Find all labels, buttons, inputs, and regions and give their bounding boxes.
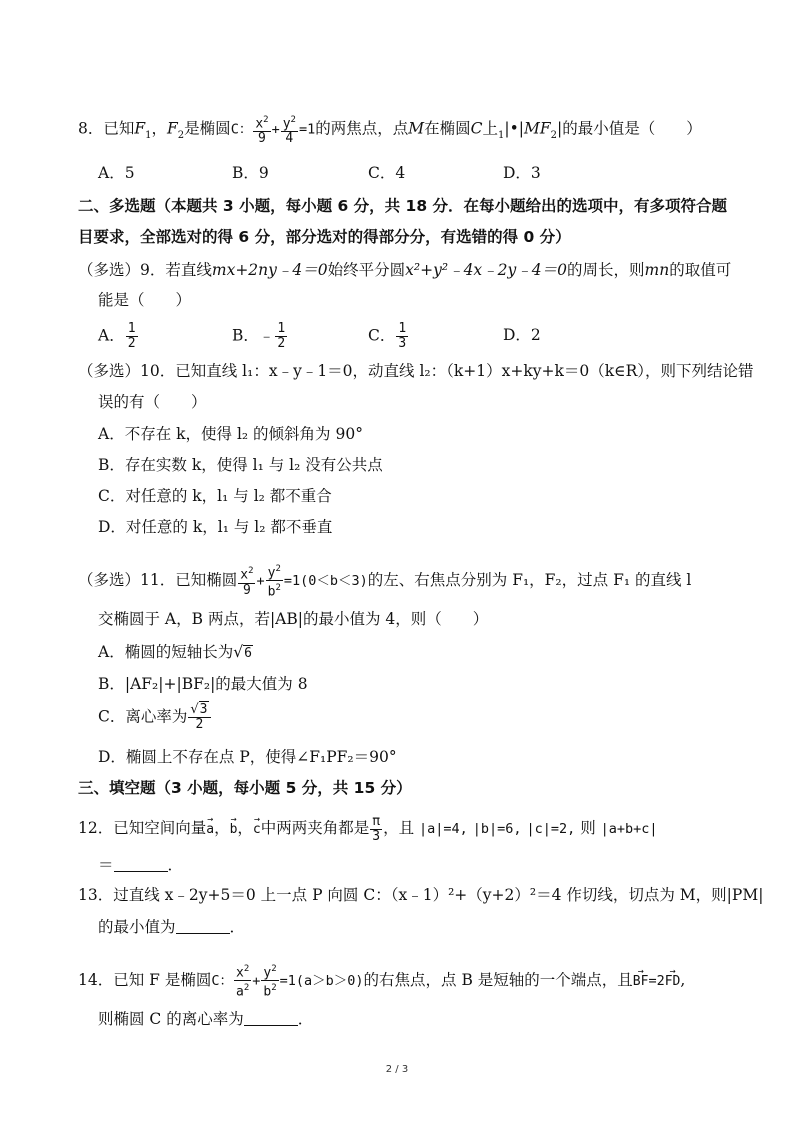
q9-option-a-frac: $\frac{1}{2}$	[127, 321, 136, 351]
q11-tail: 的左、右焦点分别为 F₁，F₂，过点 F₁ 的直线 l	[367, 570, 692, 589]
q14-frac-y: $\frac{y^2}{b^2}$	[263, 964, 277, 1000]
q8-line1: 8．已知$F_1$，$F_2$是椭圆C： $\frac{x^2}{9}$ + $\frac{y^2}{4}$ =1的两焦点，点M在椭圆C上$_1|•|MF_2|$的最小值是（ ）	[78, 115, 702, 147]
q12-prefix: 12．已知空间向量	[78, 819, 207, 837]
q9-option-a: A． $\frac{1}{2}$	[98, 321, 136, 351]
q11-option-a: A．椭圆的短轴长为√6	[98, 643, 252, 661]
q11-frac-y: $\frac{y^2}{b^2}$	[267, 564, 281, 600]
q12-vec-a: → a	[206, 812, 214, 840]
q14-prefix: 14．已知 F 是椭圆	[78, 970, 212, 989]
q8-option-d: D．3	[503, 164, 541, 182]
q14-cond: =1(a＞b＞0)	[279, 972, 364, 989]
q8-option-c: C．4	[368, 164, 406, 182]
q11-line1: （多选）11．已知椭圆 $\frac{x^2}{9}$ + $\frac{y^2}{b^2}$ =1(0＜b＜3)的左、右焦点分别为 F₁，F₂，过点 F₁ 的直线 l	[78, 564, 692, 600]
q14-c: C：	[211, 972, 233, 989]
q14-vec-bf: → BF	[633, 964, 649, 992]
q12-sum: |a+b+c|	[600, 821, 658, 837]
q9-option-b: B．﹣ $\frac{1}{2}$	[232, 321, 286, 351]
q9-expr2: x²+y²﹣4x﹣2y﹣4＝0	[405, 261, 568, 279]
q8-mid4: 上	[482, 119, 499, 138]
q8-c: C：	[230, 121, 253, 138]
q11-option-b: B．|AF₂|+|BF₂|的最大值为 8	[98, 675, 308, 693]
q8-frac-x: $\frac{x^2}{9}$	[255, 115, 269, 147]
q8-frac-y: $\frac{y^2}{4}$	[282, 115, 296, 147]
page-number: 2 / 3	[385, 1064, 409, 1075]
q8-eq: =1	[298, 121, 316, 138]
q8-tail: |的最小值是（ ）	[557, 119, 702, 138]
q11-cond: =1(0＜b＜3)	[283, 572, 368, 589]
q8-mid1: 是椭圆	[184, 119, 231, 138]
q8-mf: MF	[524, 119, 551, 138]
q9-option-c-frac: $\frac{1}{3}$	[398, 321, 407, 351]
section-2-heading-line2: 目要求，全部选对的得 6 分，部分选对的得部分分，有选错的得 0 分）	[78, 228, 571, 246]
q9-mid: 始终平分圆	[327, 261, 406, 279]
q8-mid3: 在椭圆	[424, 119, 471, 138]
q11-frac-x: $\frac{x^2}{9}$	[240, 566, 254, 598]
q11-option-c-frac: $\frac{√3}{2}$	[188, 703, 210, 732]
q8-prefix: 8．已知	[78, 119, 135, 138]
q9-line2: 能是（ ）	[98, 291, 192, 309]
q9-mid2: 的周长，则	[567, 261, 645, 279]
q8-option-a: A．5	[98, 164, 135, 182]
q10-option-a: A．不存在 k，使得 l₂ 的倾斜角为 90°	[98, 425, 363, 443]
q12-vec-c: → c	[253, 812, 261, 840]
q12-frac-pi: $\frac{\pi}{3}$	[372, 813, 381, 844]
q8-mid2: 的两焦点，点	[315, 119, 409, 138]
q12-line1: 12．已知空间向量→ a，→ b，→ c中两两夹角都是 $\frac{\pi}{3}$ ，且 |a|=4, |b|=6, |c|=2, 则 |a+b+c|	[78, 812, 658, 844]
section-3-heading: 三、填空题（3 小题，每小题 5 分，共 15 分）	[78, 779, 412, 797]
q12-cond: ，且	[383, 819, 415, 837]
q12-abs-b: |b|=6,	[472, 821, 522, 837]
q11-option-a-radicand: 6	[244, 646, 252, 661]
q10-line2: 误的有（ ）	[98, 393, 207, 411]
q9-tail: 的取值可	[669, 261, 732, 279]
q9-line1	[78, 260, 731, 280]
q11-option-c: C．离心率为 $\frac{√3}{2}$	[98, 703, 212, 732]
q13-answer-blank	[176, 933, 230, 934]
q12-answer-blank	[114, 871, 168, 872]
q12-mid: 中两两夹角都是	[260, 819, 370, 837]
q10-option-d: D．对任意的 k，l₁ 与 l₂ 都不垂直	[98, 518, 333, 536]
q9-mn: mn	[644, 261, 670, 279]
q8-f2: F	[167, 119, 178, 138]
q13-line1: 13．过直线 x﹣2y+5＝0 上一点 P 向圆 C：（x﹣1）²+（y+2）²＝4 作切线，切点为 M，则|PM|	[78, 886, 764, 904]
q10-line1: （多选）10．已知直线 l₁：x﹣y﹣1＝0，动直线 l₂：（k+1）x+ky+k＝0（k∈R），则下列结论错	[78, 362, 754, 380]
q14-line1: 14．已知 F 是椭圆C： $\frac{x^2}{a^2}$ + $\frac{y^2}{b^2}$ =1(a＞b＞0)的右焦点，点 B 是短轴的一个端点，且→ BF=2→ FD,	[78, 962, 685, 1000]
q12-vec-b: → b	[230, 812, 238, 840]
q14-vec-fd: → FD	[665, 964, 681, 992]
q8-mid5: |•|	[504, 119, 524, 138]
q13-line2: 的最小值为 ．	[98, 918, 246, 936]
q9-expr1: mx+2ny﹣4＝0	[211, 261, 328, 279]
section-2-heading-line1: 二、多选题（本题共 3 小题，每小题 6 分，共 18 分．在每小题给出的选项中，有多项符合题	[78, 197, 728, 215]
q12-abs-c: |c|=2,	[526, 821, 576, 837]
q9-option-c: C． $\frac{1}{3}$	[368, 321, 407, 351]
q8-f1: F	[134, 119, 146, 138]
q14-tail: 的右焦点，点 B 是短轴的一个端点，且	[363, 970, 633, 989]
q9-option-d: D．2	[503, 326, 541, 344]
q14-frac-x: $\frac{x^2}{a^2}$	[235, 964, 250, 1000]
q14-line2: 则椭圆 C 的离心率为 ．	[98, 1010, 314, 1028]
q8-c2: C	[470, 119, 483, 138]
q12-abs-a: |a|=4,	[419, 821, 468, 837]
q11-line2: 交椭圆于 A，B 两点，若|AB|的最小值为 4，则（ ）	[98, 610, 489, 628]
q8-option-b: B．9	[232, 164, 269, 182]
q8-m: M	[408, 119, 425, 138]
q9-prefix: （多选）9．若直线	[78, 261, 212, 279]
sqrt-symbol: √	[233, 643, 244, 661]
q10-option-c: C．对任意的 k，l₁ 与 l₂ 都不重合	[98, 487, 332, 505]
q12-line2: ＝ ．	[98, 856, 184, 874]
q9-option-b-frac: $\frac{1}{2}$	[277, 321, 286, 351]
q11-prefix: （多选）11．已知椭圆	[78, 570, 238, 589]
q11-option-d: D．椭圆上不存在点 P，使得∠F₁PF₂＝90°	[98, 748, 397, 766]
q10-option-b: B．存在实数 k，使得 l₁ 与 l₂ 没有公共点	[98, 456, 383, 474]
q14-answer-blank	[244, 1025, 298, 1026]
